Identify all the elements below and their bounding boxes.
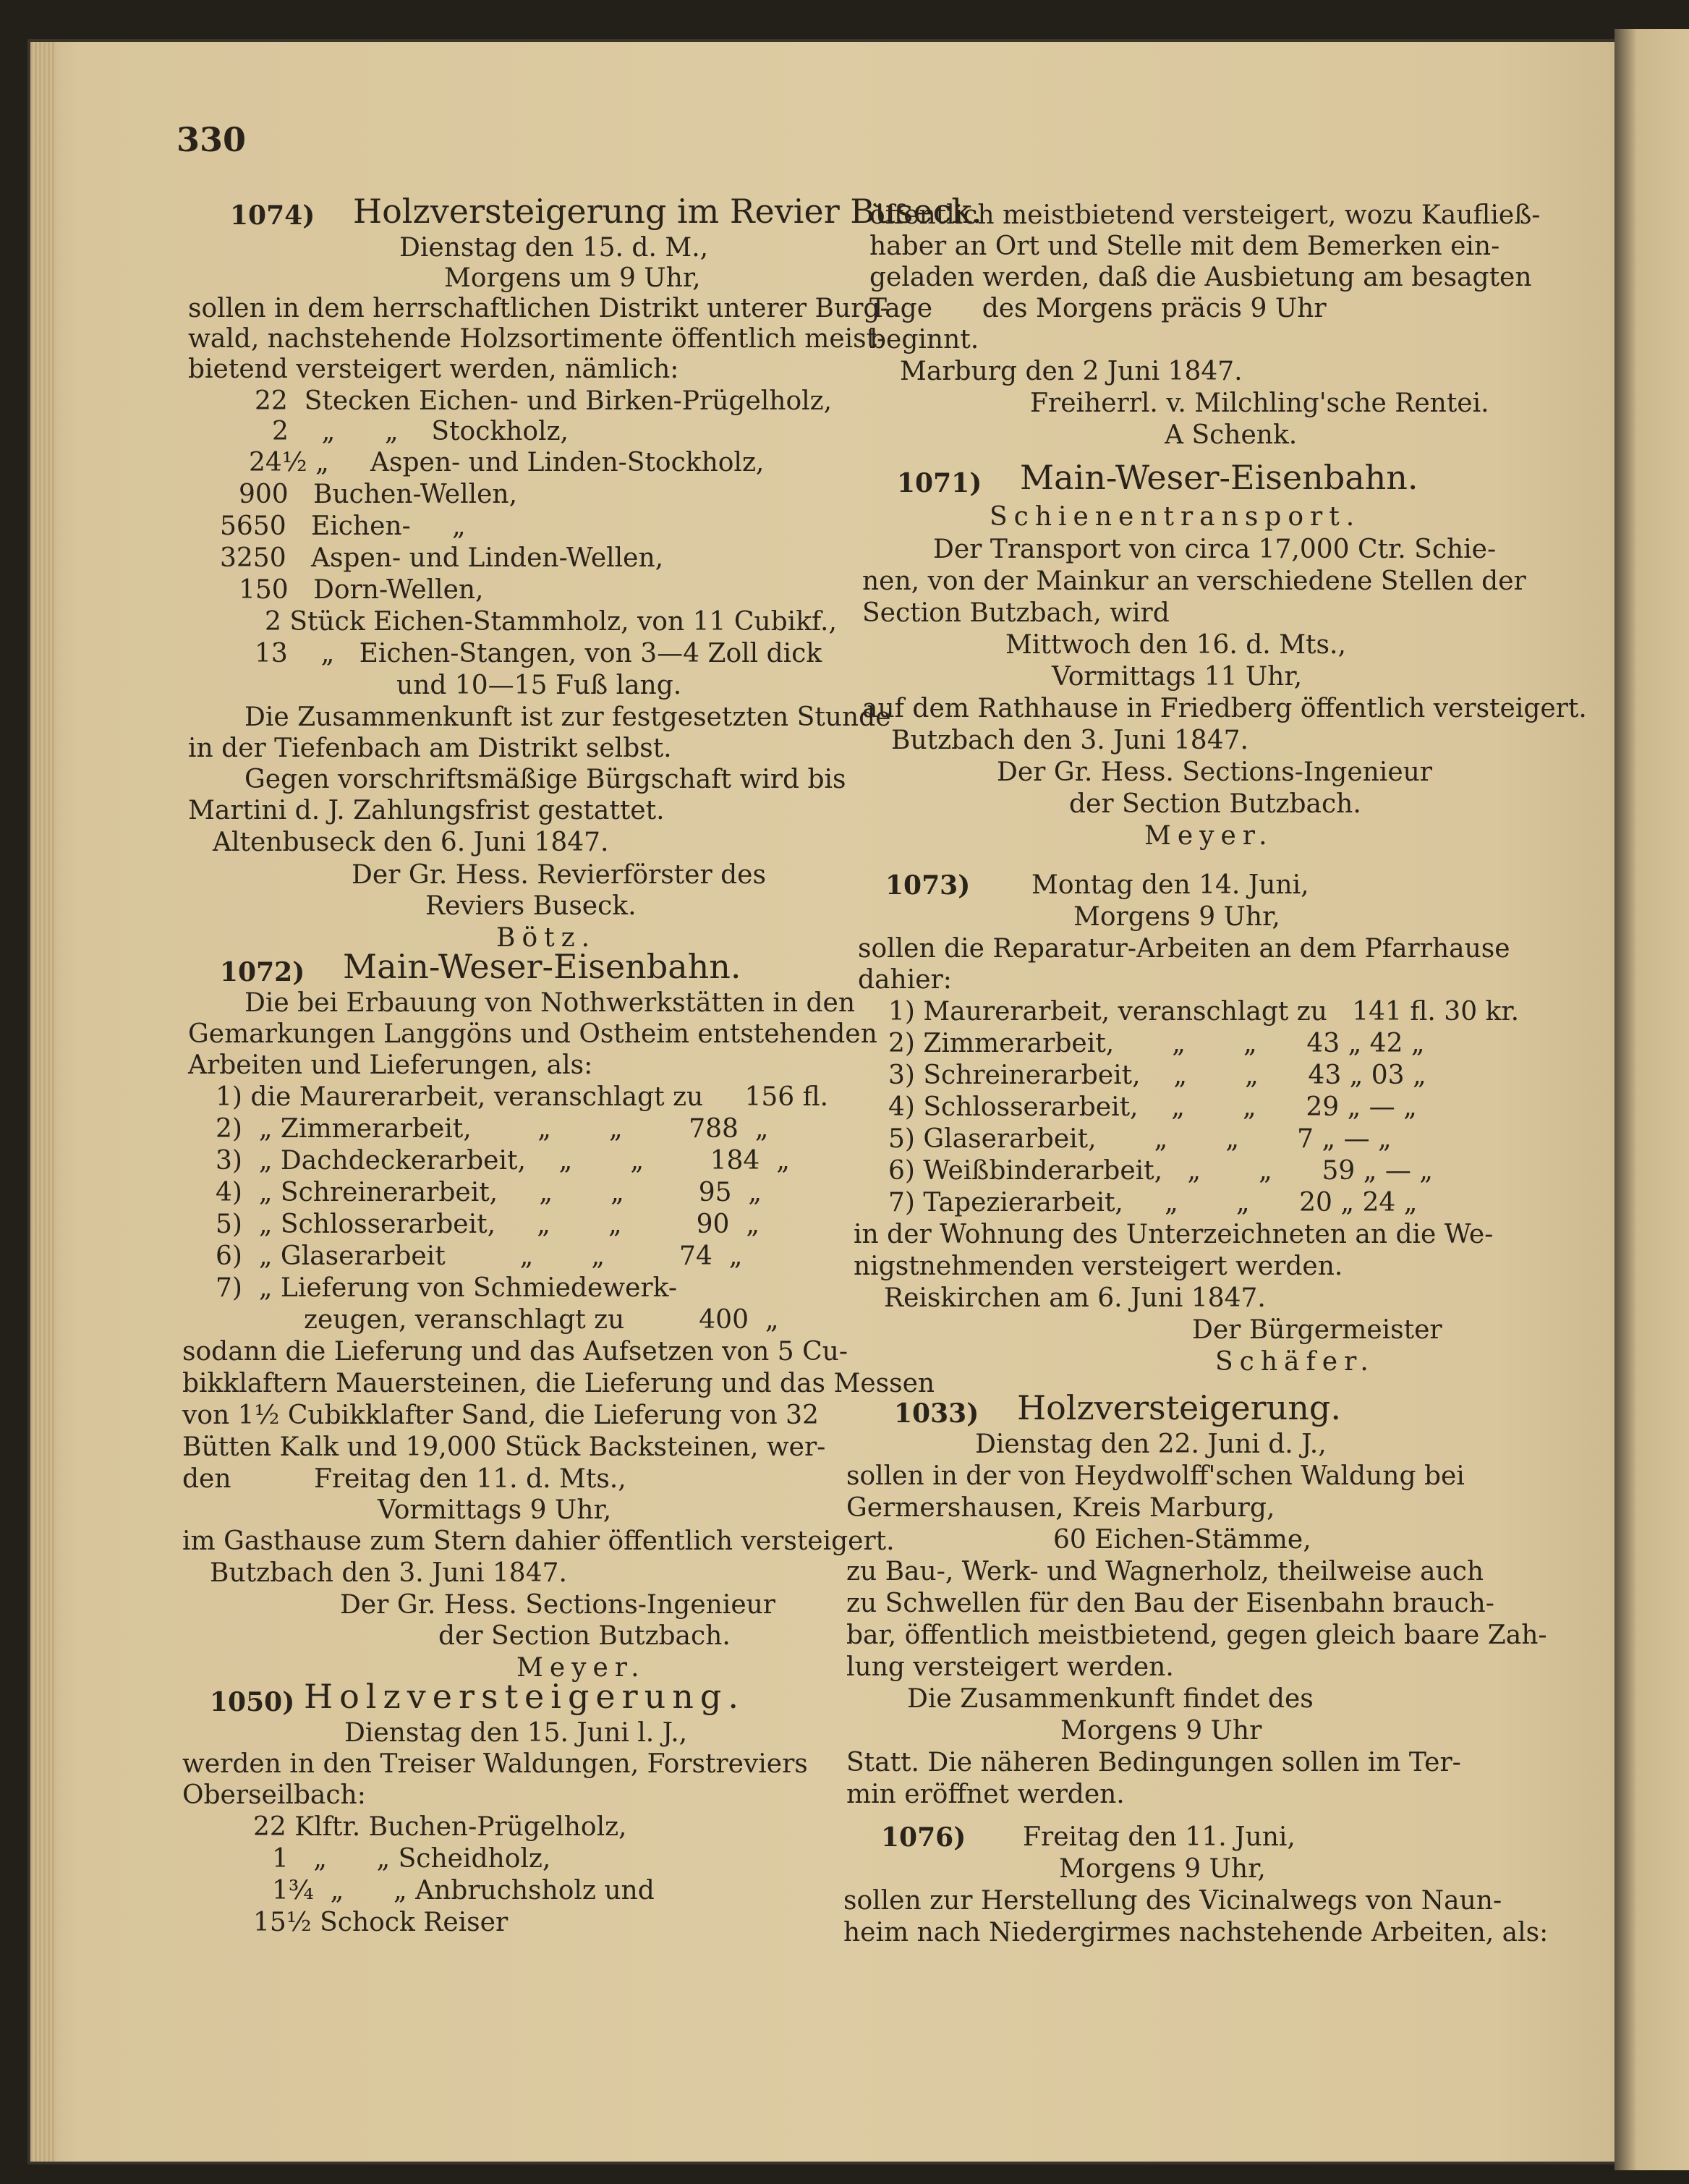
text-line: Montag den 14. Juni, <box>1031 870 1309 900</box>
text-line: Dienstag den 15. Juni l. J., <box>344 1718 688 1748</box>
text-line: beginnt. <box>869 325 979 354</box>
text-line: Reviers Buseck. <box>425 891 637 921</box>
text-line: min eröffnet werden. <box>846 1780 1125 1809</box>
text-line: und 10—15 Fuß lang. <box>396 671 682 700</box>
text-line: heim nach Niedergirmes nachstehende Arbeiten, als: <box>843 1918 1549 1947</box>
text-line: öffentlich meistbietend versteigert, wozu Kaufließ- <box>869 200 1541 230</box>
text-line: zu Bau-, Werk- und Wagnerholz, theilweise auch <box>846 1557 1484 1586</box>
text-line: Morgens 9 Uhr <box>1060 1716 1262 1746</box>
text-line: Mittwoch den 16. d. Mts., <box>1005 630 1346 660</box>
text-line: 5) „ Schlosserarbeit, „ „ 90 „ <box>216 1210 760 1239</box>
text-line: 150 Dorn-Wellen, <box>239 575 484 605</box>
text-line: bietend versteigert werden, nämlich: <box>188 354 679 384</box>
text-line: zu Schwellen für den Bau der Eisenbahn brauch- <box>846 1589 1494 1618</box>
text-line: Oberseilbach: <box>182 1780 366 1810</box>
text-line: Reiskirchen am 6. Juni 1847. <box>884 1283 1266 1313</box>
text-line: Der Gr. Hess. Revierförster des <box>352 860 766 890</box>
text-line: sollen die Reparatur-Arbeiten an dem Pfarrhause <box>858 934 1510 964</box>
text-line: der Section Butzbach. <box>438 1621 731 1651</box>
text-line: dahier: <box>858 965 952 995</box>
notice-number: 1074) <box>230 200 315 231</box>
text-line: der Section Butzbach. <box>1069 789 1361 819</box>
text-line: Dienstag den 15. d. M., <box>399 233 709 263</box>
text-line: Schienentransport. <box>990 502 1361 532</box>
text-line: Schäfer. <box>1215 1347 1375 1377</box>
text-line: Bütten Kalk und 19,000 Stück Backsteinen, wer- <box>182 1432 826 1462</box>
text-line: 7) „ Lieferung von Schmiedewerk- <box>216 1273 677 1303</box>
text-line: sollen in der von Heydwolff'schen Waldung bei <box>846 1461 1465 1491</box>
text-line: 24½ „ Aspen- und Linden-Stockholz, <box>249 448 765 477</box>
text-line: Morgens um 9 Uhr, <box>444 263 701 293</box>
text-line: Altenbuseck den 6. Juni 1847. <box>213 828 609 857</box>
notice-heading: Holzversteigerung im Revier Buseck. <box>353 192 982 231</box>
text-line: 2 Stück Eichen-Stammholz, von 11 Cubikf., <box>265 607 837 637</box>
text-line: Der Gr. Hess. Sections-Ingenieur <box>340 1590 776 1620</box>
text-line: wald, nachstehende Holzsortimente öffentlich meist- <box>188 324 886 354</box>
page-edges <box>30 42 56 2162</box>
page-number: 330 <box>176 120 247 159</box>
text-line: 22 Klftr. Buchen-Prügelholz, <box>253 1812 627 1842</box>
notice-number: 1072) <box>220 957 305 987</box>
text-line: 5650 Eichen- „ <box>220 511 466 541</box>
notice-heading: Main-Weser-Eisenbahn. <box>1020 458 1418 497</box>
text-line: 5) Glaserarbeit, „ „ 7 „ — „ <box>888 1124 1392 1154</box>
text-line: Martini d. J. Zahlungsfrist gestattet. <box>188 796 665 825</box>
text-line: Bötz. <box>496 923 597 953</box>
text-line: Vormittags 9 Uhr, <box>378 1495 612 1525</box>
text-line: 3250 Aspen- und Linden-Wellen, <box>220 543 664 573</box>
text-line: Morgens 9 Uhr, <box>1073 902 1280 932</box>
text-line: Butzbach den 3. Juni 1847. <box>891 726 1248 755</box>
text-line: Freiherrl. v. Milchling'sche Rentei. <box>1030 388 1489 418</box>
text-line: Vormittags 11 Uhr, <box>1052 662 1303 692</box>
text-line: 6) Weißbinderarbeit, „ „ 59 „ — „ <box>888 1156 1433 1186</box>
text-line: Marburg den 2 Juni 1847. <box>900 357 1243 386</box>
text-line: haber an Ort und Stelle mit dem Bemerken ein- <box>869 231 1500 261</box>
text-line: 3) „ Dachdeckerarbeit, „ „ 184 „ <box>216 1146 790 1176</box>
text-line: 1 „ „ Scheidholz, <box>272 1844 551 1874</box>
text-line: Gegen vorschriftsmäßige Bürgschaft wird bis <box>244 765 846 794</box>
text-line: Arbeiten und Lieferungen, als: <box>188 1050 593 1080</box>
text-line: Die bei Erbauung von Nothwerkstätten in den <box>244 988 856 1018</box>
text-line: 1) die Maurerarbeit, veranschlagt zu 156 fl. <box>216 1082 829 1112</box>
text-line: Der Bürgermeister <box>1192 1315 1442 1345</box>
text-line: 2 „ „ Stockholz, <box>272 417 569 446</box>
text-line: sodann die Lieferung und das Aufsetzen von 5 Cu- <box>182 1337 848 1367</box>
text-line: den Freitag den 11. d. Mts., <box>182 1464 626 1494</box>
text-line: Butzbach den 3. Juni 1847. <box>210 1558 567 1588</box>
text-line: Morgens 9 Uhr, <box>1059 1854 1266 1884</box>
text-line: Meyer. <box>1144 821 1274 851</box>
notice-number: 1033) <box>894 1398 979 1429</box>
notice-heading: Holzversteigerung. <box>304 1677 745 1716</box>
text-line: 22 Stecken Eichen- und Birken-Prügelholz, <box>255 386 833 416</box>
text-line: Der Transport von circa 17,000 Ctr. Schie- <box>933 535 1497 564</box>
text-line: lung versteigert werden. <box>846 1652 1174 1682</box>
text-line: werden in den Treiser Waldungen, Forstreviers <box>182 1749 808 1779</box>
text-line: in der Wohnung des Unterzeichneten an die We- <box>854 1220 1494 1249</box>
text-line: sollen zur Herstellung des Vicinalwegs von Naun- <box>843 1886 1502 1916</box>
text-line: Der Gr. Hess. Sections-Ingenieur <box>997 757 1433 787</box>
text-line: A Schenk. <box>1165 420 1298 450</box>
text-line: 2) Zimmerarbeit, „ „ 43 „ 42 „ <box>888 1029 1425 1058</box>
text-line: Gemarkungen Langgöns und Ostheim entstehenden <box>188 1019 877 1049</box>
text-line: Germershausen, Kreis Marburg, <box>846 1493 1275 1523</box>
text-line: bikklaftern Mauersteinen, die Lieferung und das Messen <box>182 1369 935 1398</box>
text-line: Die Zusammenkunft findet des <box>907 1684 1314 1714</box>
text-line: 900 Buchen-Wellen, <box>239 480 518 509</box>
text-line: 3) Schreinerarbeit, „ „ 43 „ 03 „ <box>888 1061 1426 1090</box>
text-line: 7) Tapezierarbeit, „ „ 20 „ 24 „ <box>888 1188 1418 1218</box>
text-line: Section Butzbach, wird <box>862 598 1170 628</box>
text-line: nigstnehmenden versteigert werden. <box>854 1252 1343 1281</box>
text-line: 6) „ Glaserarbeit „ „ 74 „ <box>216 1241 743 1271</box>
text-line: Freitag den 11. Juni, <box>1023 1822 1296 1852</box>
text-line: Meyer. <box>516 1653 646 1683</box>
text-line: im Gasthause zum Stern dahier öffentlich versteigert. <box>182 1526 895 1556</box>
text-line: Dienstag den 22. Juni d. J., <box>975 1429 1327 1459</box>
text-line: in der Tiefenbach am Distrikt selbst. <box>188 734 672 763</box>
text-line: 1¾ „ „ Anbruchsholz und <box>272 1876 655 1905</box>
text-line: sollen in dem herrschaftlichen Distrikt unterer Burg- <box>188 294 889 323</box>
notice-heading: Holzversteigerung. <box>1017 1388 1341 1427</box>
notice-heading: Main-Weser-Eisenbahn. <box>343 947 741 986</box>
text-line: Statt. Die näheren Bedingungen sollen im Ter- <box>846 1748 1461 1777</box>
text-line: nen, von der Mainkur an verschiedene Stellen der <box>862 566 1526 596</box>
notice-number: 1076) <box>881 1822 966 1853</box>
text-line: geladen werden, daß die Ausbietung am besagten <box>869 263 1532 292</box>
text-line: 1) Maurerarbeit, veranschlagt zu 141 fl. 30 kr. <box>888 997 1520 1027</box>
text-line: auf dem Rathhause in Friedberg öffentlich versteigert. <box>862 694 1587 723</box>
text-line: Die Zusammenkunft ist zur festgesetzten Stunde <box>244 702 891 732</box>
text-line: Tage des Morgens präcis 9 Uhr <box>869 294 1327 323</box>
text-line: 4) „ Schreinerarbeit, „ „ 95 „ <box>216 1178 762 1207</box>
text-line: 13 „ Eichen-Stangen, von 3—4 Zoll dick <box>255 639 822 668</box>
text-line: 2) „ Zimmerarbeit, „ „ 788 „ <box>216 1114 769 1144</box>
notice-number: 1073) <box>885 870 971 901</box>
notice-number: 1050) <box>210 1687 295 1717</box>
notice-number: 1071) <box>897 468 982 498</box>
next-page-edge <box>1614 29 1689 2170</box>
text-line: 4) Schlosserarbeit, „ „ 29 „ — „ <box>888 1092 1417 1122</box>
text-line: von 1½ Cubikklafter Sand, die Lieferung von 32 <box>182 1401 819 1430</box>
text-line: 60 Eichen-Stämme, <box>1053 1525 1311 1555</box>
text-line: bar, öffentlich meistbietend, gegen gleich baare Zah- <box>846 1620 1547 1650</box>
text-line: zeugen, veranschlagt zu 400 „ <box>304 1305 779 1335</box>
text-line: 15½ Schock Reiser <box>253 1908 509 1937</box>
